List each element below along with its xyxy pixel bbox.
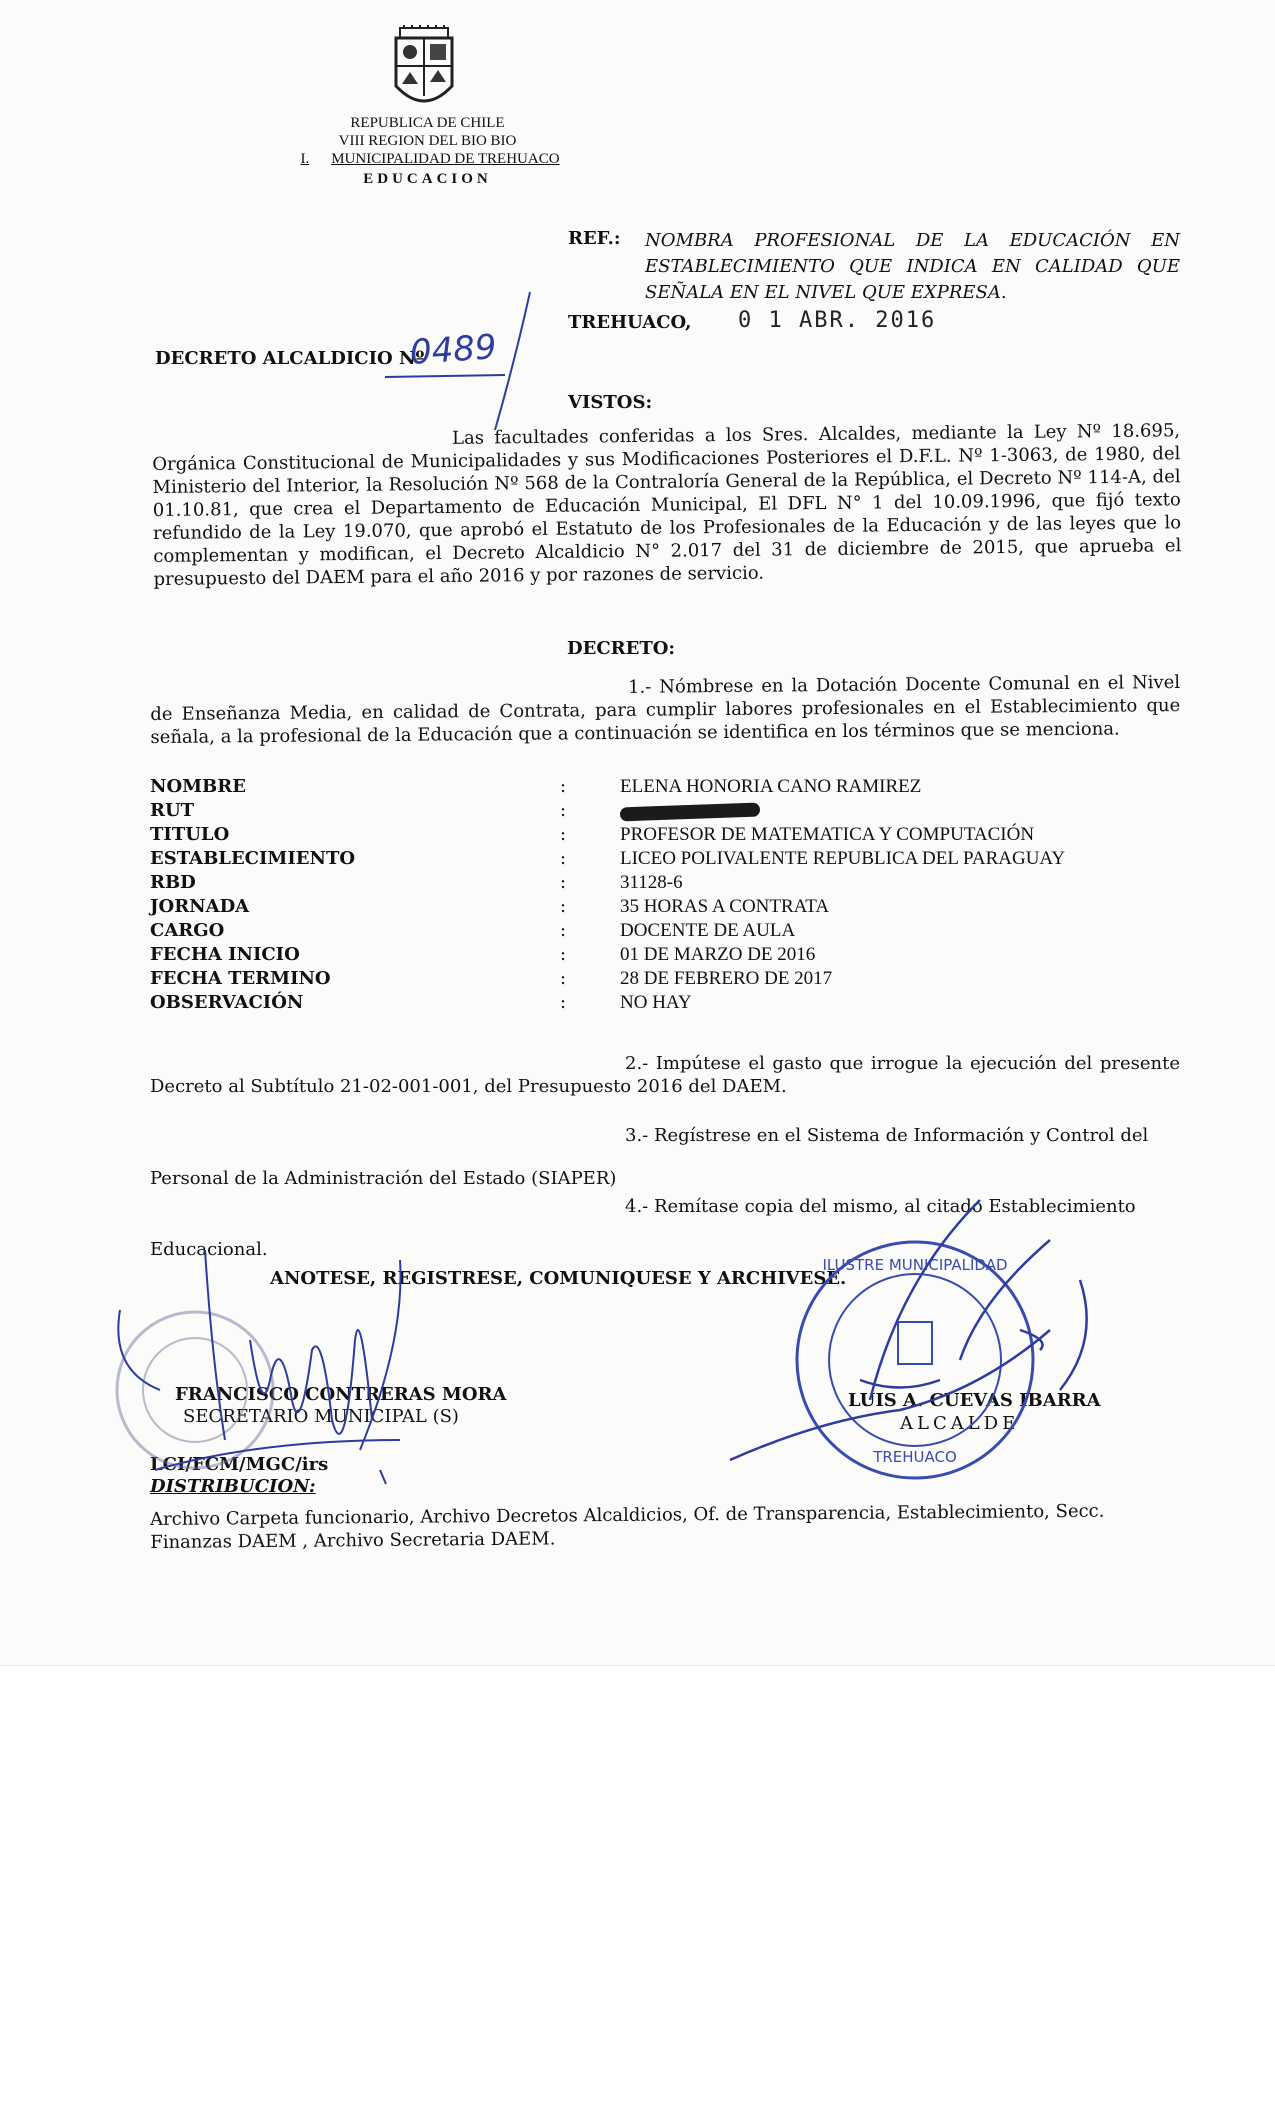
municipal-stamp <box>797 1242 1033 1478</box>
paragraph-4-line2: Educacional. <box>150 1239 268 1260</box>
field-colon: : <box>560 896 567 917</box>
date-stamp: 0 1 ABR. 2016 <box>738 308 937 333</box>
decree-number-underline <box>385 375 505 377</box>
ref-label: REF.: <box>568 228 621 249</box>
decreto-title: DECRETO: <box>567 638 676 659</box>
field-colon: : <box>560 920 567 941</box>
signatory-left-name: FRANCISCO CONTRERAS MORA <box>175 1384 507 1405</box>
closing-formula: ANOTESE, REGISTRESE, COMUNIQUESE Y ARCHIVESE. <box>270 1268 847 1289</box>
distribution-text: Archivo Carpeta funcionario, Archivo Decretos Alcaldicios, Of. de Transparencia, Establecimiento, Secc. Finanzas DAEM , Archivo Secretaria DAEM. <box>150 1500 1105 1553</box>
field-colon: : <box>560 944 567 965</box>
field-colon: : <box>560 992 567 1013</box>
field-label: TITULO <box>150 824 230 845</box>
field-colon: : <box>560 800 567 821</box>
field-value: 28 DE FEBRERO DE 2017 <box>620 968 833 989</box>
place-name: TREHUACO, <box>568 312 692 333</box>
field-value: LICEO POLIVALENTE REPUBLICA DEL PARAGUAY <box>620 848 1066 869</box>
mayor-signature <box>730 1200 1087 1460</box>
header-department: EDUCACION <box>363 171 492 187</box>
field-value: ELENA HONORIA CANO RAMIREZ <box>620 776 922 797</box>
header-country: REPUBLICA DE CHILE <box>350 115 505 131</box>
paragraph-3-line2: Personal de la Administración del Estado (SIAPER) <box>150 1168 617 1189</box>
field-value: DOCENTE DE AULA <box>620 920 796 941</box>
field-value: 31128-6 <box>620 872 683 893</box>
initials: LCI/FCM/MGC/irs <box>150 1454 329 1475</box>
field-label: OBSERVACIÓN <box>150 992 304 1013</box>
initials-tick <box>380 1470 386 1484</box>
field-label: ESTABLECIMIENTO <box>150 848 356 869</box>
stamp-lettering-bottom: TREHUACO <box>873 1448 957 1466</box>
field-label: CARGO <box>150 920 225 941</box>
field-colon: : <box>560 824 567 845</box>
secretary-stamp <box>117 1312 273 1468</box>
header-index: I. <box>300 151 310 167</box>
field-label: RUT <box>150 800 195 821</box>
field-value: NO HAY <box>620 992 692 1013</box>
stamp-lettering: ILUSTRE MUNICIPALIDAD <box>822 1256 1008 1274</box>
field-value: 35 HORAS A CONTRATA <box>620 896 830 917</box>
field-label: FECHA INICIO <box>150 944 300 965</box>
field-label: FECHA TERMINO <box>150 968 331 989</box>
blank-margin <box>0 1665 1275 2101</box>
field-colon: : <box>560 968 567 989</box>
decree-number-handwritten: 0489 <box>408 327 498 373</box>
signatory-right-name: LUIS A. CUEVAS IBARRA <box>848 1390 1101 1411</box>
field-value: 01 DE MARZO DE 2016 <box>620 944 816 965</box>
field-colon: : <box>560 872 567 893</box>
vistos-text: Las facultades conferidas a los Sres. Alcaldes, mediante la Ley Nº 18.695, Orgánica Constitucional de Municipalidades y sus Modificaciones Posteriores el D.F.L. Nº 1-3063, de 1980, del Ministerio del Interior, la Resolución Nº 568 de la Contraloría General de la República, el Decreto Nº 114-A, del 01.10.81, que crea el Departamento de Educación Municipal, El DFL N° 1 del 10.09.1996, que fijó texto refundido de la Ley 19.070, que aprobó el Estatuto de los Profesionales de la Educación y de las leyes que lo complementan y modifican, el Decreto Alcaldicio N° 2.017 del 31 de diciembre de 2015, que aprueba el presupuesto del DAEM para el año 2016 y por razones de servicio. <box>152 420 1182 590</box>
field-label: RBD <box>150 872 196 893</box>
distribution-title: DISTRIBUCION: <box>150 1476 316 1497</box>
signatory-left-role: SECRETARIO MUNICIPAL (S) <box>183 1406 459 1427</box>
field-label: NOMBRE <box>150 776 246 797</box>
paragraph-4-line1: 4.- Remítase copia del mismo, al citado Establecimiento <box>625 1196 1136 1217</box>
field-value: PROFESOR DE MATEMATICA Y COMPUTACIÓN <box>620 824 1035 845</box>
vistos-title: VISTOS: <box>568 392 653 413</box>
decree-label: DECRETO ALCALDICIO Nº <box>155 348 425 369</box>
ref-text: NOMBRA PROFESIONAL DE LA EDUCACIÓN EN ESTABLECIMIENTO QUE INDICA EN CALIDAD QUE SEÑALA EN EL NIVEL QUE EXPRESA. <box>645 230 1180 303</box>
paragraph-2: 2.- Impútese el gasto que irrogue la ejecución del presente Decreto al Subtítulo 21-02-001-001, del Presupuesto 2016 del DAEM. <box>150 1053 1180 1097</box>
paragraph-3-line1: 3.- Regístrese en el Sistema de Información y Control del <box>625 1125 1149 1146</box>
decree-slash-stroke <box>495 292 530 430</box>
header-municipality-name: MUNICIPALIDAD DE TREHUACO <box>331 151 560 167</box>
signatory-right-role: ALCALDE <box>900 1413 1020 1434</box>
secretary-signature <box>118 1250 400 1470</box>
field-colon: : <box>560 776 567 797</box>
field-label: JORNADA <box>150 896 250 917</box>
field-colon: : <box>560 848 567 869</box>
header-region: VIII REGION DEL BIO BIO <box>338 133 517 149</box>
paragraph-1: 1.- Nómbrese en la Dotación Docente Comunal en el Nivel de Enseñanza Media, en calidad de Contrata, para cumplir labores profesionales en el Establecimiento que señala, a la profesional de la Educación que a continuación se identifica en los términos que se menciona. <box>150 672 1181 748</box>
